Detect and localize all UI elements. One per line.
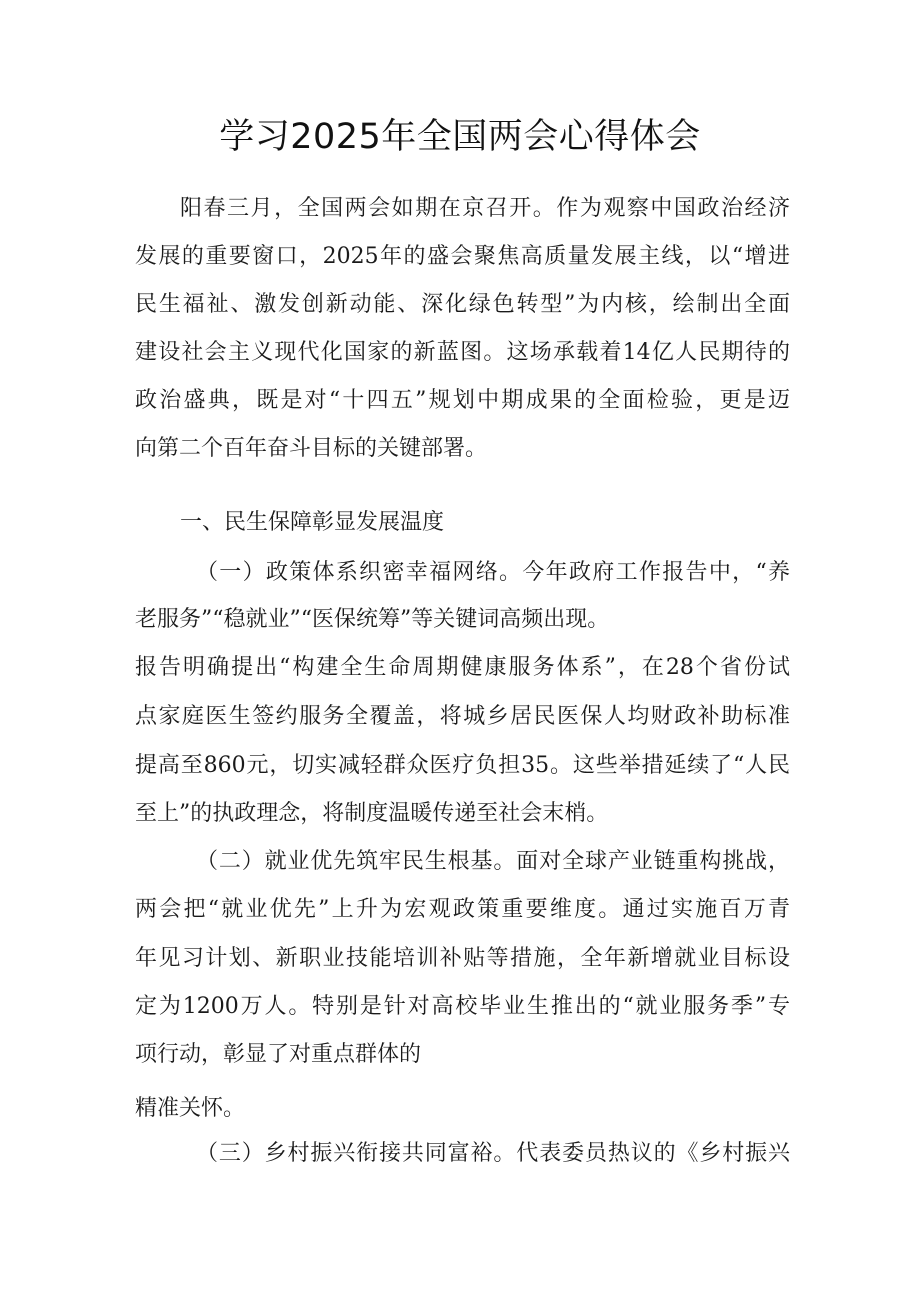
paragraph-line: 定为1200万人。特别是针对高校毕业生推出的“就业服务季”专	[135, 994, 790, 1019]
paragraph-line: 民生福祉、激发创新动能、深化绿色转型”为内核，绘制出全面	[135, 292, 790, 317]
paragraph-line: 精准关怀。	[135, 1096, 246, 1121]
paragraph-line: 向第二个百年奋斗目标的关键部署。	[135, 436, 488, 461]
paragraph-line: 老服务”“稳就业”“医保统筹”等关键词高频出现。	[135, 607, 610, 632]
paragraph-line: （二）就业优先筑牢民生根基。面对全球产业链重构挑战，	[196, 849, 790, 874]
section-heading: 一、民生保障彰显发展温度	[180, 510, 445, 535]
paragraph-line: 提高至860元，切实减轻群众医疗负担35。这些举措延续了“人民	[135, 753, 790, 778]
paragraph-line: 发展的重要窗口，2025年的盛会聚焦高质量发展主线，以“增进	[135, 244, 790, 269]
paragraph-line: 项行动，彰显了对重点群体的	[135, 1042, 422, 1067]
paragraph-line: 建设社会主义现代化国家的新蓝图。这场承载着14亿人民期待的	[135, 340, 790, 365]
paragraph-line: （一）政策体系织密幸福网络。今年政府工作报告中，“养	[196, 560, 790, 585]
paragraph-line: 阳春三月，全国两会如期在京召开。作为观察中国政治经济	[180, 196, 790, 221]
paragraph-line: 政治盛典，既是对“十四五”规划中期成果的全面检验，更是迈	[135, 388, 790, 413]
paragraph-line: （三）乡村振兴衔接共同富裕。代表委员热议的《乡村振兴	[196, 1141, 790, 1166]
document-title: 学习2025年全国两会心得体会	[219, 117, 701, 157]
paragraph-line: 年见习计划、新职业技能培训补贴等措施，全年新增就业目标设	[135, 946, 790, 971]
paragraph-line: 两会把“就业优先”上升为宏观政策重要维度。通过实施百万青	[135, 897, 790, 922]
paragraph-line: 报告明确提出“构建全生命周期健康服务体系”，在28个省份试	[135, 655, 790, 680]
paragraph-line: 点家庭医生签约服务全覆盖，将城乡居民医保人均财政补助标准	[135, 704, 790, 729]
paragraph-line: 至上”的执政理念，将制度温暖传递至社会末梢。	[135, 801, 609, 826]
